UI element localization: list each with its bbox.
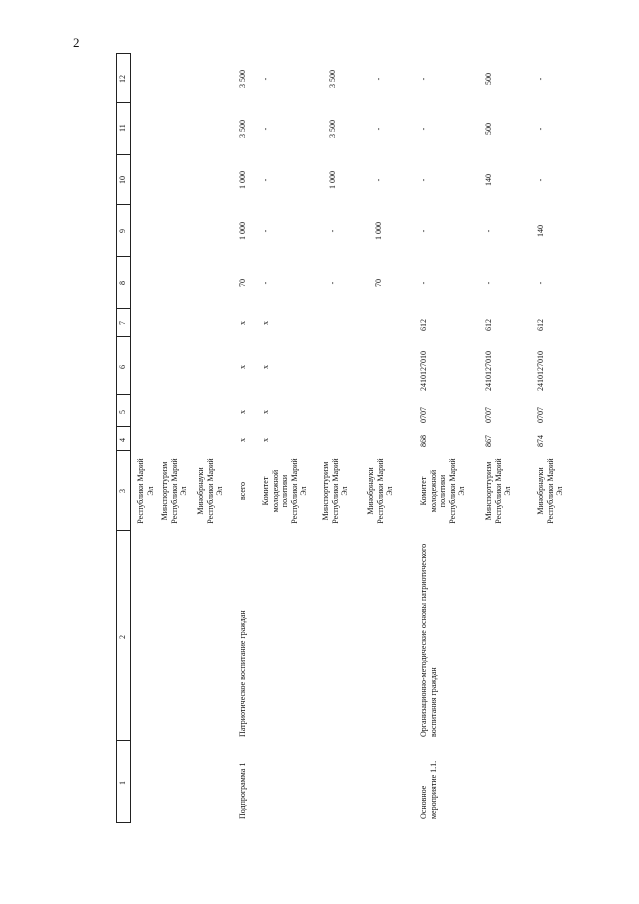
cell: - bbox=[419, 281, 428, 285]
executor-minobr: Минобрнауки Республики Марий Эл bbox=[366, 458, 394, 524]
executor-total: всего bbox=[238, 482, 247, 501]
cell: х bbox=[261, 438, 270, 442]
cell: - bbox=[419, 178, 428, 182]
cell: 1 000 bbox=[238, 171, 247, 189]
executor-committee: Комитет молодежной политики Республики Марий Эл bbox=[419, 458, 466, 524]
cell: 70 bbox=[374, 279, 383, 287]
cell: 612 bbox=[419, 319, 428, 331]
cell: 868 bbox=[419, 435, 428, 447]
cell: 0707 bbox=[536, 407, 545, 423]
header-col-4: 4 bbox=[118, 438, 127, 442]
budget-table bbox=[116, 53, 596, 823]
cell: - bbox=[536, 281, 545, 285]
cell: - bbox=[261, 229, 270, 233]
executor-cont-2: Минспорттуризм Республики Марий Эл bbox=[160, 458, 188, 524]
header-col-8: 8 bbox=[118, 281, 127, 285]
col-sep bbox=[116, 102, 130, 103]
cell: 2410127010 bbox=[419, 351, 428, 391]
col-sep bbox=[116, 53, 130, 54]
executor-minsport: Минспорттуризм Республики Марий Эл bbox=[321, 458, 349, 524]
cell: 2410127010 bbox=[536, 351, 545, 391]
cell: 0707 bbox=[484, 407, 493, 423]
cell: - bbox=[261, 281, 270, 285]
cell: - bbox=[536, 77, 545, 81]
cell: 1 000 bbox=[238, 222, 247, 240]
header-col-1: 1 bbox=[118, 781, 127, 785]
cell: х bbox=[261, 410, 270, 414]
cell: х bbox=[261, 321, 270, 325]
cell: - bbox=[536, 178, 545, 182]
col-sep bbox=[116, 308, 130, 309]
col-sep bbox=[116, 530, 130, 531]
cell: 3 500 bbox=[328, 120, 337, 138]
cell: 867 bbox=[484, 435, 493, 447]
executor-committee: Комитет молодежной политики Республики Марий Эл bbox=[261, 458, 308, 524]
col-sep bbox=[116, 450, 130, 451]
page-number: 2 bbox=[73, 35, 80, 50]
cell: - bbox=[419, 127, 428, 131]
row-activity-title: Организационно-методические основы патриотического воспитания граждан bbox=[419, 543, 438, 737]
cell: 500 bbox=[484, 73, 493, 85]
header-col-6: 6 bbox=[118, 365, 127, 369]
header-col-12: 12 bbox=[118, 75, 127, 83]
cell: х bbox=[238, 321, 247, 325]
cell: - bbox=[261, 77, 270, 81]
cell: - bbox=[419, 77, 428, 81]
col-sep bbox=[116, 394, 130, 395]
header-col-7: 7 bbox=[118, 321, 127, 325]
header-col-5: 5 bbox=[118, 410, 127, 414]
cell: - bbox=[374, 127, 383, 131]
cell: - bbox=[374, 77, 383, 81]
cell: 1 000 bbox=[328, 171, 337, 189]
cell: - bbox=[374, 178, 383, 182]
executor-minsport: Минспорттуризм Республики Марий Эл bbox=[484, 458, 512, 524]
cell: х bbox=[261, 365, 270, 369]
cell: 612 bbox=[536, 319, 545, 331]
header-col-11: 11 bbox=[118, 124, 127, 132]
row-subprogram-label: Подпрограмма 1 bbox=[238, 762, 247, 819]
table-top-border bbox=[116, 53, 117, 823]
col-sep bbox=[116, 256, 130, 257]
cell: 3 500 bbox=[238, 70, 247, 88]
cell: 500 bbox=[484, 123, 493, 135]
cell: - bbox=[328, 229, 337, 233]
col-sep bbox=[116, 740, 130, 741]
cell: 70 bbox=[238, 279, 247, 287]
cell: - bbox=[261, 178, 270, 182]
cell: 2410127010 bbox=[484, 351, 493, 391]
cell: 140 bbox=[484, 174, 493, 186]
cell: 612 bbox=[484, 319, 493, 331]
header-col-10: 10 bbox=[118, 176, 127, 184]
col-sep bbox=[116, 154, 130, 155]
header-bottom-border bbox=[130, 53, 131, 823]
cell: - bbox=[261, 127, 270, 131]
cell: - bbox=[484, 281, 493, 285]
row-activity-label: Основное мероприятие 1.1. bbox=[419, 760, 438, 819]
cell: 3 500 bbox=[238, 120, 247, 138]
cell: 1 000 bbox=[374, 222, 383, 240]
header-col-9: 9 bbox=[118, 229, 127, 233]
cell: 140 bbox=[536, 225, 545, 237]
cell: х bbox=[238, 438, 247, 442]
cell: - bbox=[536, 127, 545, 131]
cell: 0707 bbox=[419, 407, 428, 423]
cell: х bbox=[238, 365, 247, 369]
cell: - bbox=[484, 229, 493, 233]
executor-minobr: Минобрнауки Республики Марий Эл bbox=[536, 458, 564, 524]
executor-cont-3: Минобрнауки Республики Марий Эл bbox=[196, 458, 224, 524]
cell: - bbox=[328, 281, 337, 285]
cell: 874 bbox=[536, 435, 545, 447]
col-sep bbox=[116, 426, 130, 427]
cell: - bbox=[419, 229, 428, 233]
header-col-3: 3 bbox=[118, 489, 127, 493]
row-subprogram-title: Патриотическое воспитание граждан bbox=[238, 610, 247, 737]
cell: 3 500 bbox=[328, 70, 337, 88]
col-sep bbox=[116, 204, 130, 205]
header-col-2: 2 bbox=[118, 635, 127, 639]
cell: х bbox=[238, 410, 247, 414]
executor-cont-1: Республики Марий Эл bbox=[136, 458, 155, 524]
col-sep bbox=[116, 822, 130, 823]
col-sep bbox=[116, 336, 130, 337]
